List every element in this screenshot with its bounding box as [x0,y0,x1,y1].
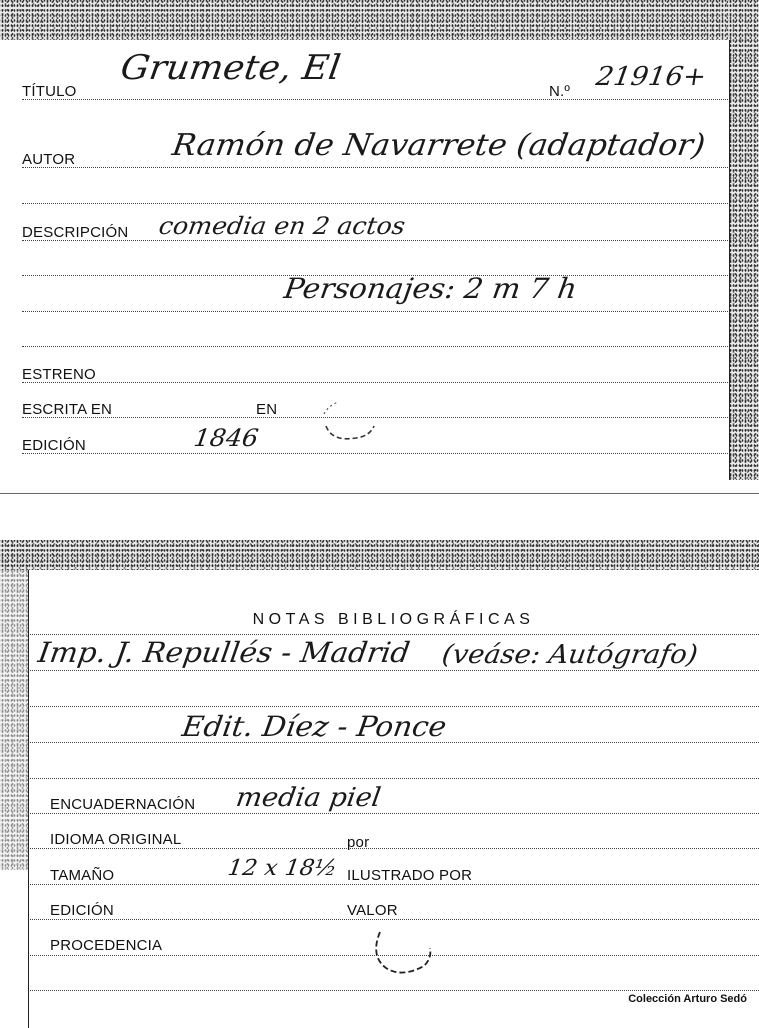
rule-titulo [22,99,728,100]
rule-tamano [30,884,759,885]
descripcion-handwritten: comedia en 2 actos [157,212,408,240]
autor-label: AUTOR [22,151,76,168]
imprenta-handwritten: Imp. J. Repullés - Madrid [36,636,413,669]
editor-handwritten: Edit. Díez - Ponce [180,710,449,743]
rule-blank-1 [22,203,728,204]
tamano-label: TAMAÑO [50,867,115,884]
autografo-handwritten: (veáse: Autógrafo) [440,640,700,670]
escrita-en-label: ESCRITA EN [22,401,113,418]
titulo-handwritten: Grumete, El [118,48,344,88]
autor-handwritten: Ramón de Navarrete (adaptador) [170,128,708,163]
en-label: EN [256,401,278,418]
personajes-handwritten: Personajes: 2 m 7 h [282,272,580,305]
card-edge-texture-left [0,570,28,870]
rule-idioma [30,848,759,849]
rule-blank-4 [30,706,759,707]
rule-bottom [30,990,759,991]
rule-encuadernacion [30,813,759,814]
card-edge-texture-right [728,0,759,480]
collection-credit: Colección Arturo Sedó [628,993,747,1005]
numero-label: N.º [549,83,571,100]
rule-autor [22,167,728,168]
rule-personajes [22,311,728,312]
rule-blank-3 [22,346,728,347]
numero-handwritten: 21916+ [594,62,709,92]
idioma-original-label: IDIOMA ORIGINAL [50,831,182,848]
notas-heading: NOTAS BIBLIOGRÁFICAS [252,611,535,628]
rule-blank-5 [30,778,759,779]
tamano-handwritten: 12 x 18½ [226,856,339,881]
encuadernacion-label: ENCUADERNACIÓN [50,796,196,813]
procedencia-label: PROCEDENCIA [50,937,163,954]
valor-label: VALOR [347,902,398,919]
rule-notas [30,634,759,635]
rule-edicion-2 [30,919,759,920]
separator-line [0,493,759,494]
edicion-2-label: EDICIÓN [50,902,114,919]
encuadernacion-handwritten: media piel [234,783,383,813]
card-edge-texture-top [0,0,759,40]
faint-stamp-mark-bottom [366,926,438,978]
ilustrado-por-label: ILUSTRADO POR [347,867,473,884]
card-edge-texture-middle [0,540,759,570]
rule-edicion [22,453,728,454]
descripcion-label: DESCRIPCIÓN [22,224,129,241]
rule-imprenta [30,670,759,671]
edicion-label: EDICIÓN [22,437,86,454]
rule-estreno [22,382,728,383]
por-label: por [347,834,370,851]
edicion-handwritten: 1846 [192,424,261,452]
faint-stamp-mark [318,396,380,446]
estreno-label: ESTRENO [22,366,96,383]
titulo-label: TÍTULO [22,83,77,100]
